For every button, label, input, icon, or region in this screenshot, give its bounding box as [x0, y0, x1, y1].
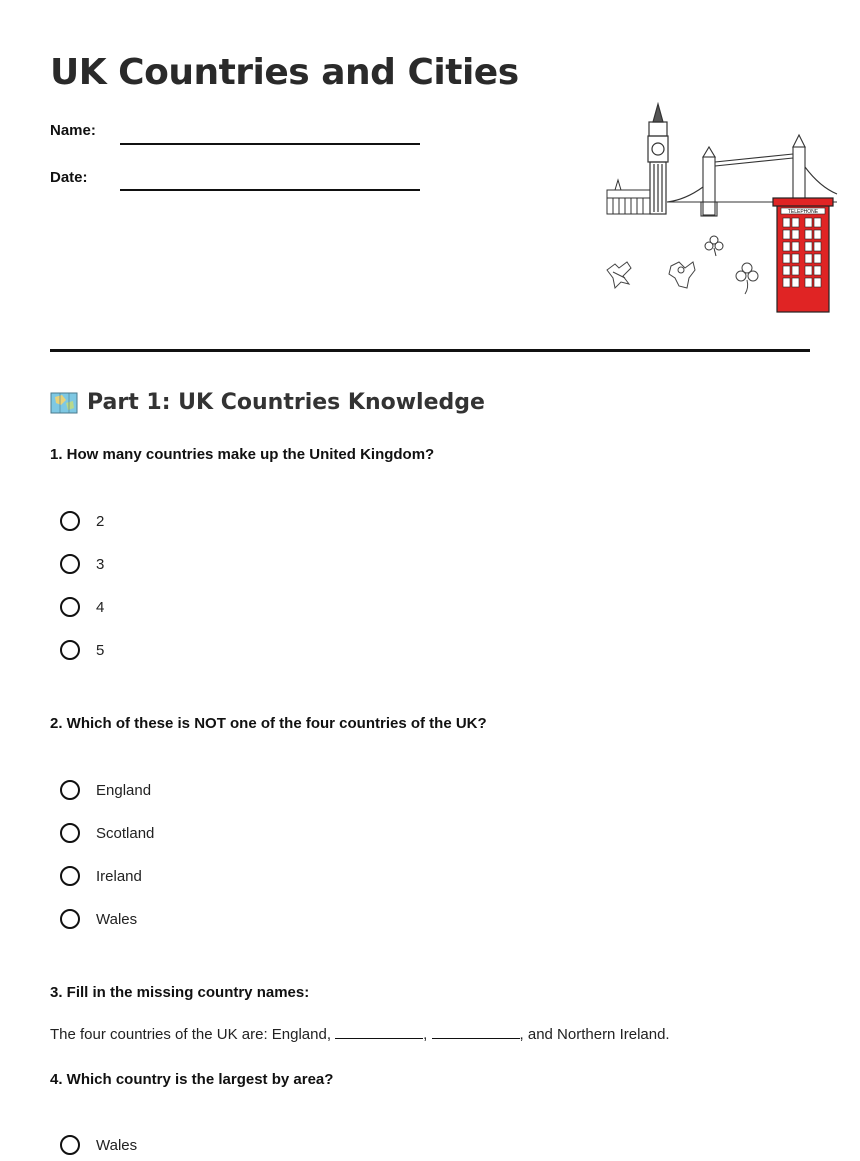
header-divider [50, 349, 810, 352]
question-2: 2. Which of these is NOT one of the four countries of the UK? [50, 715, 487, 732]
welsh-dragon-icon [607, 262, 631, 288]
radio-button[interactable] [60, 1135, 80, 1155]
fill-in-sentence [50, 1025, 670, 1043]
fill-text-before: The four countries of the UK are: England, [50, 1026, 336, 1043]
q2-option-2[interactable] [60, 823, 154, 843]
q1-option-4[interactable] [60, 640, 104, 660]
option-label: 2 [96, 512, 105, 530]
radio-button[interactable] [60, 909, 80, 929]
english-lion-icon [669, 262, 695, 288]
question-4: 4. Which country is the largest by area? [50, 1071, 334, 1088]
clover-icon [705, 236, 723, 256]
name-label: Name: [50, 122, 96, 139]
blank-field-2[interactable] [432, 1025, 520, 1039]
blank-field-1[interactable] [335, 1025, 423, 1039]
radio-button[interactable] [60, 780, 80, 800]
option-label: Wales [96, 910, 138, 928]
q4-option-1[interactable] [60, 1135, 137, 1155]
option-label: Wales [96, 1136, 138, 1154]
date-field[interactable] [120, 189, 420, 191]
q1-option-3[interactable] [60, 597, 104, 617]
big-ben-icon [648, 104, 668, 214]
parliament-icon [607, 180, 650, 214]
section-title: Part 1: UK Countries Knowledge [87, 390, 485, 415]
option-label: 4 [96, 598, 105, 616]
radio-button[interactable] [60, 511, 80, 531]
radio-button[interactable] [60, 597, 80, 617]
radio-button[interactable] [60, 554, 80, 574]
london-landmarks-illustration [605, 102, 841, 316]
q2-option-4[interactable] [60, 909, 137, 929]
option-label: 5 [96, 641, 105, 659]
q1-option-2[interactable] [60, 554, 104, 574]
phone-box-icon [773, 198, 833, 312]
map-icon [50, 391, 78, 415]
q1-option-1[interactable] [60, 511, 104, 531]
fill-text-after: , and Northern Ireland. [519, 1026, 670, 1043]
question-3: 3. Fill in the missing country names: [50, 984, 310, 1001]
fill-text-middle: , [423, 1026, 432, 1043]
radio-button[interactable] [60, 640, 80, 660]
option-label: England [96, 781, 152, 799]
date-label: Date: [50, 169, 88, 186]
page-title: UK Countries and Cities [50, 52, 519, 93]
option-label: 3 [96, 555, 105, 573]
option-label: Scotland [96, 824, 155, 842]
section-heading [50, 390, 485, 415]
phone-box-sign: TELEPHONE [787, 209, 819, 215]
q2-option-3[interactable] [60, 866, 142, 886]
radio-button[interactable] [60, 823, 80, 843]
shamrock-icon [736, 263, 758, 294]
question-1: 1. How many countries make up the United Kingdom? [50, 446, 435, 463]
option-label: Ireland [96, 867, 142, 885]
name-field[interactable] [120, 143, 420, 145]
radio-button[interactable] [60, 866, 80, 886]
q2-option-1[interactable] [60, 780, 151, 800]
